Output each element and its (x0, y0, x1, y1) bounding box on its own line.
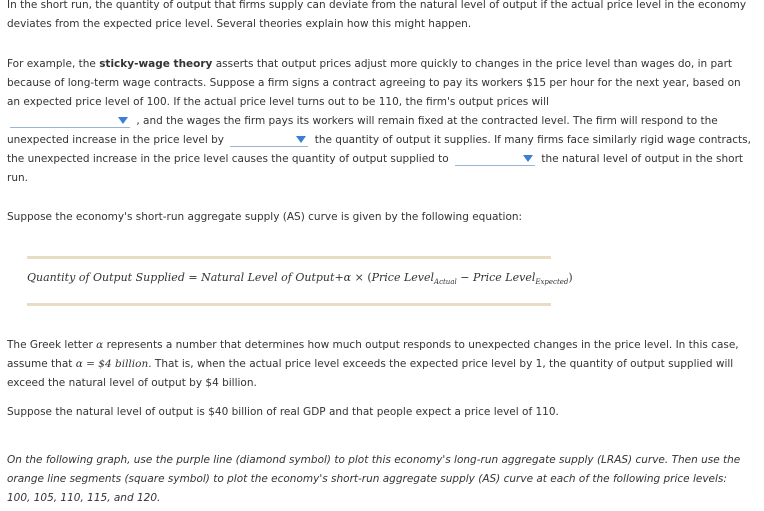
eq-equals: = (188, 271, 198, 284)
p2-text-4: the natural level of output in the short run. (7, 153, 744, 184)
eq-paren-close: ) (568, 271, 573, 284)
eq-actual-sub: Actual (434, 278, 457, 287)
as-equation (27, 271, 573, 286)
output-supplied-dropdown[interactable] (455, 153, 535, 166)
eq-times: × (354, 271, 364, 284)
sticky-wage-paragraph (7, 55, 752, 188)
p4-text-a: The Greek letter (7, 339, 93, 351)
eq-lhs: Quantity of Output Supplied (27, 271, 185, 284)
chevron-down-icon (296, 136, 306, 143)
eq-paren-open: ( (367, 271, 372, 284)
eq-price-actual: Price Level (371, 271, 435, 284)
p2-text-3: the quantity of output it supplies. If many firms face similarly rigid wage contracts, the unexpected increase in the price level causes the quantity of output supplied to (7, 134, 751, 165)
as-equation-intro: Suppose the economy's short-run aggregate supply (AS) curve is given by the following equation: (7, 211, 523, 223)
eq-expected-sub: Expected (535, 278, 569, 287)
intro-paragraph: In the short run, the quantity of output that firms supply can deviate from the natural level of output if the actual price level in the economy deviates from the expected price level. Several theories explain how this might happen. (7, 0, 747, 30)
sticky-wage-term: sticky-wage theory (99, 58, 213, 70)
natural-level-paragraph: Suppose the natural level of output is $40 billion of real GDP and that people expect a price level of 110. (7, 406, 559, 418)
p2-lead: For example, the (7, 58, 100, 70)
eq-alpha: α (343, 271, 352, 284)
eq-plus: + (334, 271, 344, 284)
eq-minus: − (460, 271, 470, 284)
quantity-response-dropdown[interactable] (230, 134, 308, 147)
chevron-down-icon (118, 117, 128, 124)
alpha-paragraph (7, 336, 752, 393)
p4-text-d: That is, when the actual price level exceeds the expected price level by 1, the quantity of output supplied will exceed the natural level of output by $4 billion. (7, 358, 734, 389)
graph-instructions: On the following graph, use the purple line (diamond symbol) to plot this economy's long-run aggregate supply (LRAS) curve. Then use the orange line segments (square symbol) to plot the economy's short-run aggregate supply (AS) curve at each of the following price levels: 100, 105, 110, 115, and 120. (7, 454, 741, 504)
output-prices-dropdown[interactable] (10, 115, 130, 128)
p2-text-1: asserts that output prices adjust more quickly to changes in the price level than wages do, in part because of long-term wage contracts. Suppose a firm signs a contract agreeing to pay its workers $15 per hour for the next year, based on an expected price level of 100. If the actual price level turns out to be 110, the firm's output prices will (7, 58, 741, 108)
eq-natural-level: Natural Level of Output (201, 271, 335, 284)
eq-price-expected: Price Level (472, 271, 536, 284)
p4-text-b: represents a number that determines how much output responds to unexpected changes in the price level. In this case, assume that (7, 339, 739, 370)
alpha-value: α = $4 billion. (75, 358, 152, 370)
alpha-symbol: α (96, 339, 104, 351)
equation-box (27, 256, 573, 306)
p2-text-2: , and the wages the firm pays its workers will remain fixed at the contracted level. The firm will respond to the unexpected increase in the price level by (7, 115, 718, 146)
chevron-down-icon (523, 155, 533, 162)
